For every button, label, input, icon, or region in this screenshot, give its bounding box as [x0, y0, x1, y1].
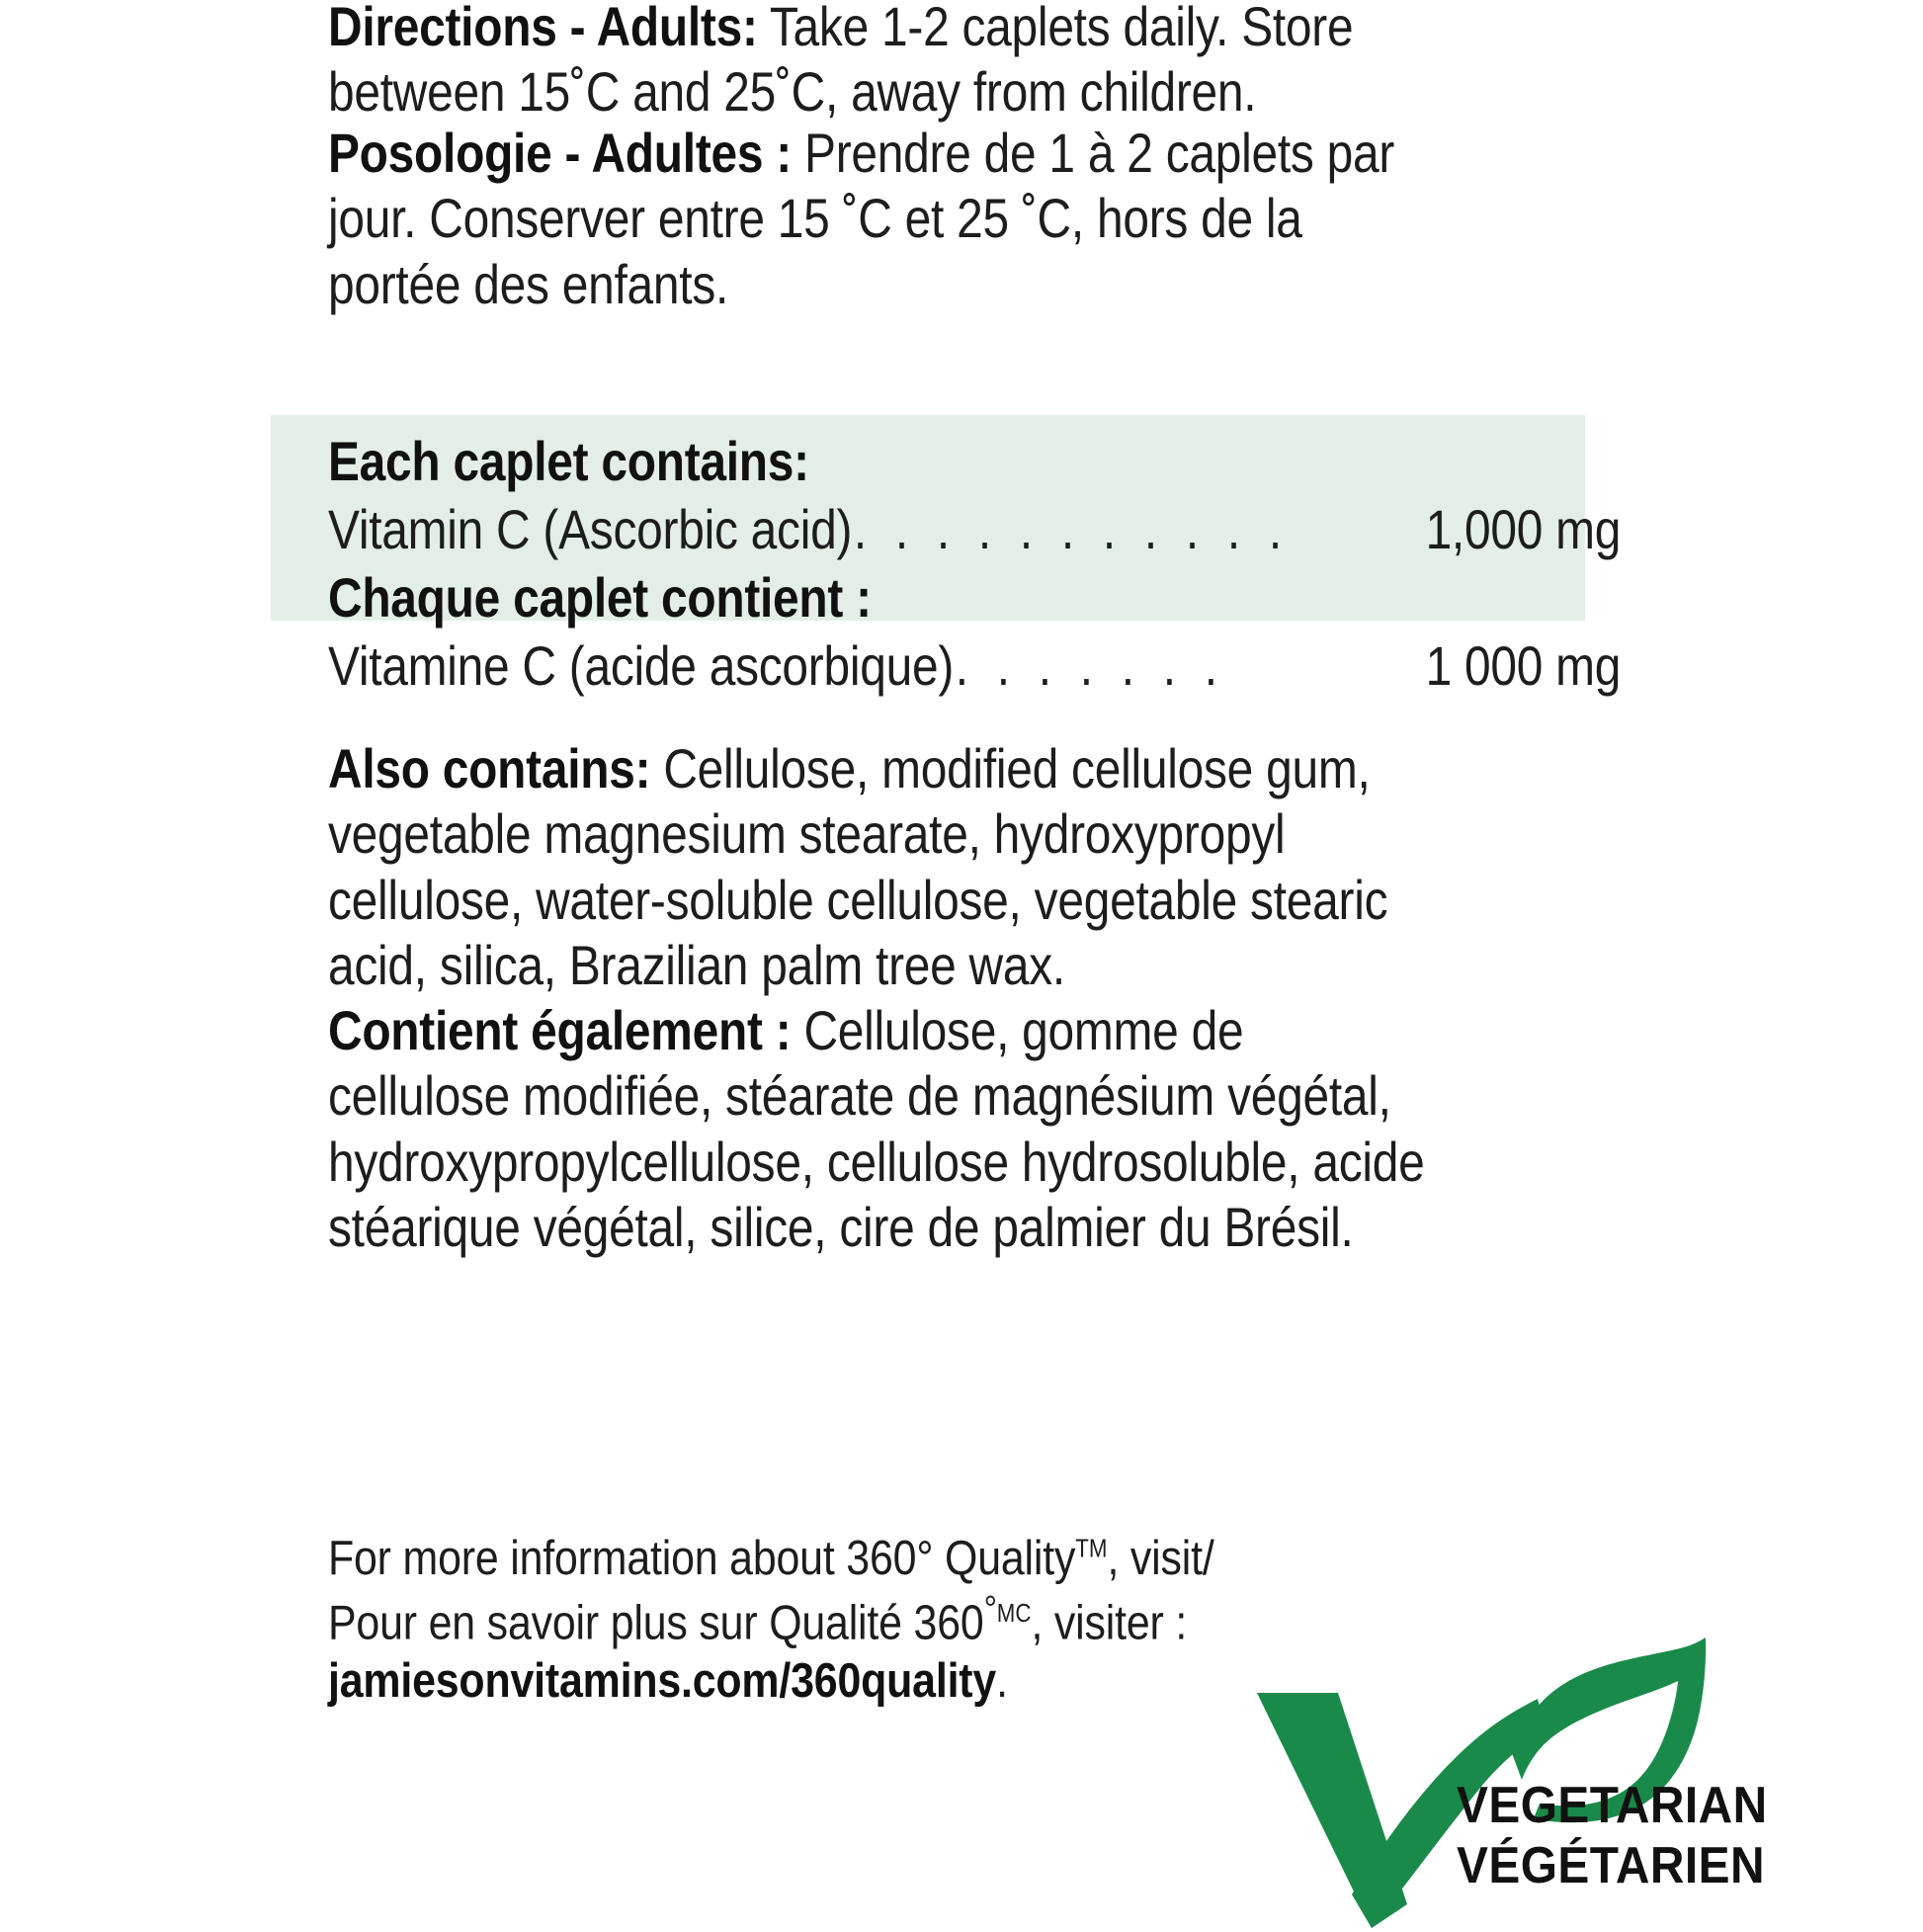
- also-contains-french-body: Cellulose, gomme de cellulose modifiée, stéarate de magnésium végétal, hydroxypropylcellulose, cellulose hydrosoluble, acide stéarique végétal, silice, cire de palmier du Brésil.: [328, 999, 1425, 1259]
- also-contains-french: [328, 998, 1427, 1260]
- facts-row-english: [328, 497, 1622, 562]
- footer-english-post: , visit/: [1107, 1532, 1214, 1585]
- degree-symbol-french: °: [983, 1588, 997, 1632]
- facts-row-french: [328, 633, 1622, 699]
- website-url[interactable]: jamiesonvitamins.com/360quality: [328, 1653, 997, 1708]
- directions-english-heading: Directions - Adults:: [328, 0, 758, 57]
- facts-ingredient-french: Vitamine C (acide ascorbique): [328, 634, 955, 697]
- vegetarian-label-english: VEGETARIAN: [1457, 1777, 1768, 1834]
- footer-english-mid: Quality: [933, 1532, 1076, 1585]
- vegetarian-logo-text: [1457, 1776, 1768, 1897]
- facts-amount-english: 1,000 mg: [1425, 498, 1622, 560]
- marque-commerce-symbol: MC: [996, 1600, 1032, 1629]
- directions-english-body: Take 1-2 caplets daily. Store between 15˚C and 25˚C, away from children.: [328, 0, 1354, 124]
- trademark-symbol: TM: [1075, 1535, 1108, 1563]
- directions-french-heading: Posologie - Adultes :: [328, 122, 793, 184]
- vegetarian-label-french: VÉGÉTARIEN: [1457, 1837, 1766, 1895]
- facts-heading-english: Each caplet contains:: [328, 430, 809, 492]
- directions-french-body: Prendre de 1 à 2 caplets par jour. Conserver entre 15 ˚C et 25 ˚C, hors de la portée des enfants.: [328, 122, 1395, 315]
- also-contains-english: [328, 736, 1427, 998]
- facts-heading-french: Chaque caplet contient :: [328, 566, 872, 629]
- degree-symbol-english: °: [916, 1532, 934, 1585]
- footer-french-pre: Pour en savoir plus sur Qualité 360: [328, 1596, 984, 1650]
- website-period: .: [996, 1653, 1008, 1708]
- also-contains-french-heading: Contient également :: [328, 999, 792, 1061]
- facts-dots-french: . . . . . . .: [955, 634, 1225, 697]
- footer-french-post: , visiter :: [1031, 1596, 1188, 1650]
- facts-dots-english: . . . . . . . . . . .: [853, 498, 1290, 560]
- directions-english: [328, 0, 1427, 126]
- footer-line-english: [328, 1530, 1478, 1587]
- footer-english-pre: For more information about 360: [328, 1532, 917, 1585]
- also-contains-english-heading: Also contains:: [328, 737, 651, 799]
- facts-ingredient-english: Vitamin C (Ascorbic acid): [328, 498, 853, 560]
- directions-french: [328, 121, 1427, 317]
- also-contains-english-body: Cellulose, modified cellulose gum, vegetable magnesium stearate, hydroxypropyl cellulose, water-soluble cellulose, vegetable stearic acid, silica, Brazilian palm tree wax.: [328, 737, 1388, 997]
- facts-amount-french: 1 000 mg: [1425, 634, 1622, 697]
- vegetarian-logo: [1243, 1636, 1923, 1932]
